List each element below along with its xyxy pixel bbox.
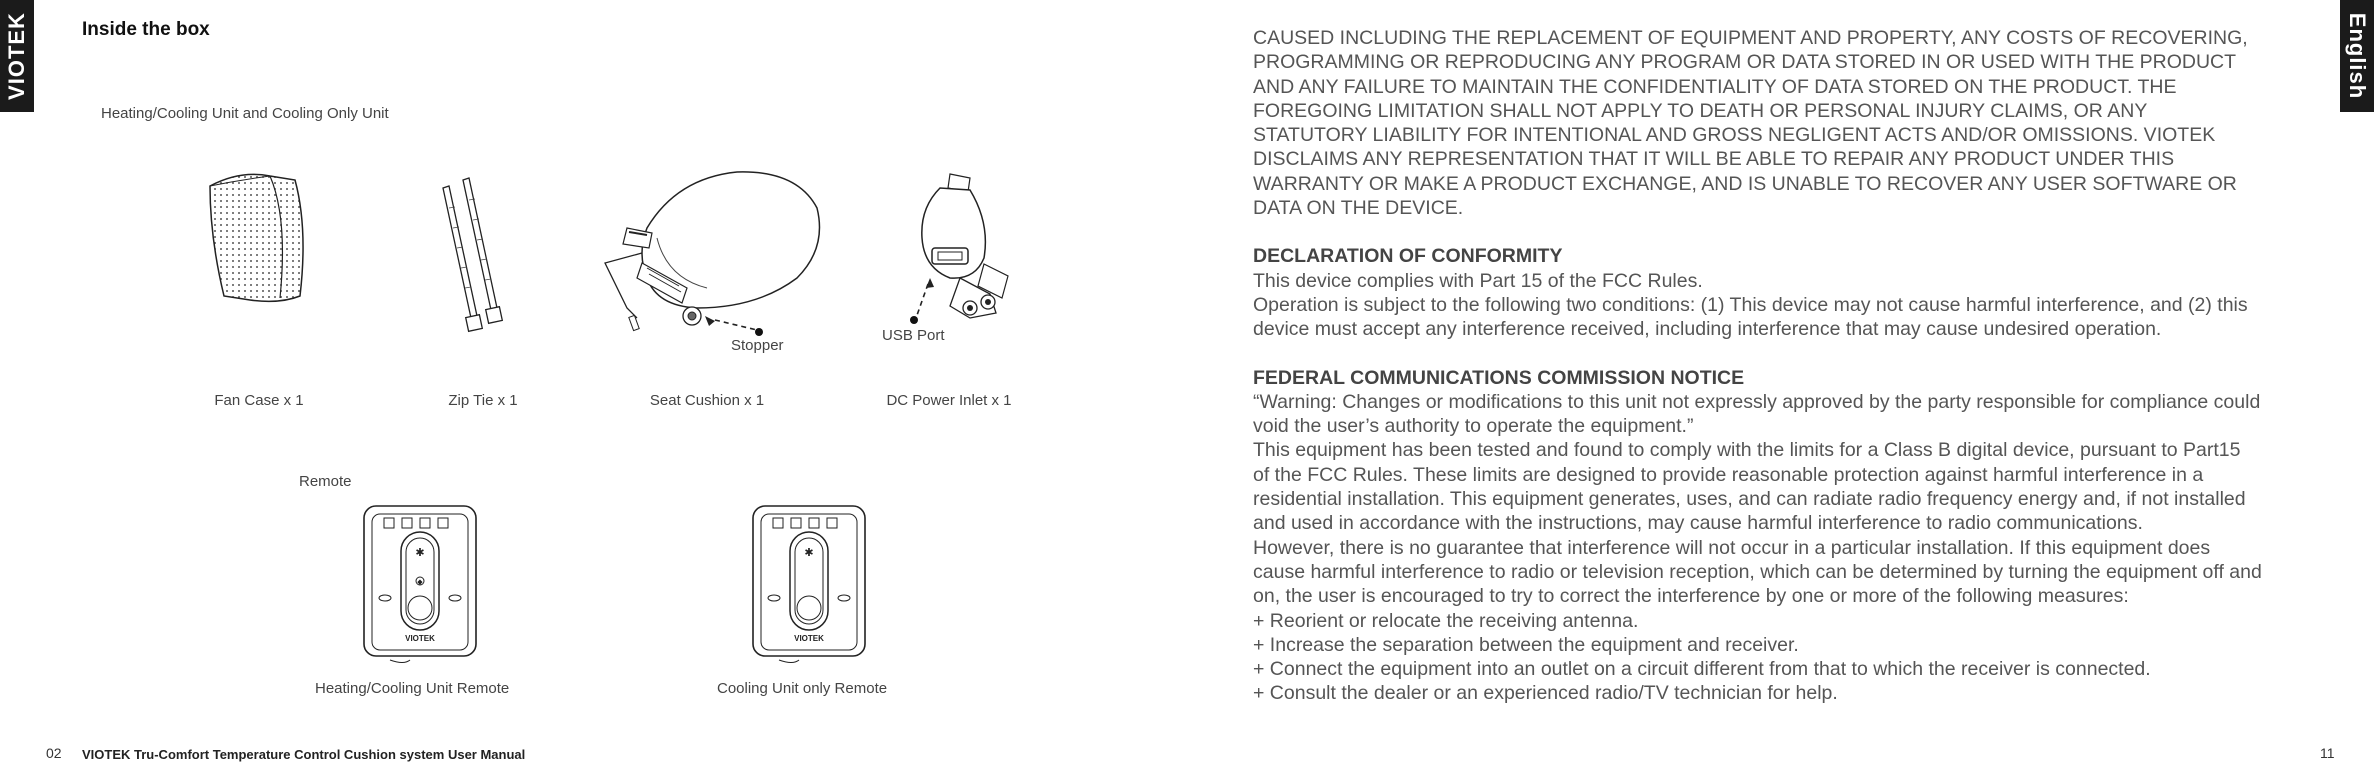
warranty-line: STATUTORY LIABILITY FOR INTENTIONAL AND GROSS NEGLIGENT ACTS AND/OR OMISSIONS. VIOTEK xyxy=(1253,124,2216,147)
zip-tie-label: Zip Tie x 1 xyxy=(448,392,518,409)
fcc-line: and used in accordance with the instructions, may cause harmful interference to radio communications. xyxy=(1253,512,2143,535)
remote-section-label: Remote xyxy=(299,473,352,490)
dc-power-inlet-label: DC Power Inlet x 1 xyxy=(886,392,1012,409)
stopper-callout: Stopper xyxy=(731,337,784,354)
language-side-tab-label: English xyxy=(2345,12,2370,100)
zip-tie-illustration xyxy=(435,178,535,338)
language-side-tab xyxy=(2340,0,2374,112)
left-page-number: 02 xyxy=(46,745,62,761)
fcc-line: “Warning: Changes or modifications to this unit not expressly approved by the party responsible for compliance could xyxy=(1253,390,2261,413)
fan-case-label: Fan Case x 1 xyxy=(214,392,304,409)
warranty-line: AND ANY FAILURE TO MAINTAIN THE CONFIDENTIALITY OF DATA STORED ON THE PRODUCT. THE xyxy=(1253,75,2177,98)
conformity-heading: DECLARATION OF CONFORMITY xyxy=(1253,245,1563,268)
fcc-line: + Connect the equipment into an outlet on a circuit different from that to which the receiver is connected. xyxy=(1253,658,2151,681)
fcc-line: + Increase the separation between the equipment and receiver. xyxy=(1253,633,1799,656)
warranty-line: FOREGOING LIMITATION SHALL NOT APPLY TO DEATH OR PERSONAL INJURY CLAIMS, OR ANY xyxy=(1253,99,2148,122)
fcc-line: residential installation. This equipment generates, uses, and can radiate radio frequency energy and, if not installed xyxy=(1253,488,2246,511)
remote-brand-mark: VIOTEK xyxy=(405,634,435,643)
unit-section-label: Heating/Cooling Unit and Cooling Only Unit xyxy=(101,105,389,122)
manual-footer: VIOTEK Tru-Comfort Temperature Control Cushion system User Manual xyxy=(82,747,526,762)
dc-power-inlet-illustration xyxy=(880,168,1020,338)
heating-cooling-remote-illustration xyxy=(360,502,480,665)
warranty-line: DISCLAIMS ANY REPRESENTATION THAT IT WILL BE ABLE TO REPAIR ANY PRODUCT UNDER THIS xyxy=(1253,148,2175,171)
page-title: Inside the box xyxy=(82,19,210,40)
heating-cooling-remote-label: Heating/Cooling Unit Remote xyxy=(315,680,510,697)
conformity-line: Operation is subject to the following two conditions: (1) This device may not cause harmful interference, and (2) this xyxy=(1253,293,2248,316)
seat-cushion-label: Seat Cushion x 1 xyxy=(649,392,765,409)
warranty-line: CAUSED INCLUDING THE REPLACEMENT OF EQUIPMENT AND PROPERTY, ANY COSTS OF RECOVERING, xyxy=(1253,27,2248,49)
conformity-line: device must accept any interference received, including interference that may cause undesired operation. xyxy=(1253,318,2162,341)
warranty-line: PROGRAMMING OR REPRODUCING ANY PROGRAM OR DATA STORED IN OR USED WITH THE PRODUCT xyxy=(1253,51,2237,74)
fcc-line: on, the user is encouraged to try to correct the interference by one or more of the following measures: xyxy=(1253,585,2129,608)
fcc-line: However, there is no guarantee that interference will not occur in a particular installation. If this equipment does xyxy=(1253,536,2211,559)
brand-side-tab xyxy=(0,0,34,112)
fan-case-illustration xyxy=(200,168,310,308)
fcc-line: This equipment has been tested and found to comply with the limits for a Class B digital device, pursuant to Part15 xyxy=(1253,439,2241,462)
cooling-only-remote-illustration xyxy=(749,502,869,665)
conformity-line: This device complies with Part 15 of the FCC Rules. xyxy=(1253,269,1703,292)
fcc-heading: FEDERAL COMMUNICATIONS COMMISSION NOTICE xyxy=(1253,366,1745,389)
brand-side-tab-label: VIOTEK xyxy=(4,12,29,100)
seat-cushion-illustration xyxy=(597,168,837,338)
right-page-body xyxy=(1253,26,2303,706)
remote-brand-mark: VIOTEK xyxy=(794,634,824,643)
fcc-line: of the FCC Rules. These limits are designed to provide reasonable protection against harmful interference in a xyxy=(1253,463,2204,486)
warranty-line: WARRANTY OR MAKE A PRODUCT EXCHANGE, AND IS UNABLE TO RECOVER ANY USER SOFTWARE OR xyxy=(1253,172,2237,195)
fcc-line: + Consult the dealer or an experienced radio/TV technician for help. xyxy=(1253,682,1838,705)
fcc-line: cause harmful interference to radio or television reception, which can be determined by turning the equipment off and xyxy=(1253,560,2262,583)
usb-port-callout: USB Port xyxy=(882,327,945,344)
right-page-number: 11 xyxy=(2320,745,2335,761)
svg-text:✱: ✱ xyxy=(804,547,814,559)
fcc-line: + Reorient or relocate the receiving antenna. xyxy=(1253,609,1639,632)
fcc-line: void the user’s authority to operate the equipment.” xyxy=(1253,415,1694,438)
svg-text:✱: ✱ xyxy=(415,547,425,559)
warranty-line: DATA ON THE DEVICE. xyxy=(1253,197,1464,220)
svg-text:◆: ◆ xyxy=(417,579,423,586)
cooling-only-remote-label: Cooling Unit only Remote xyxy=(717,680,888,697)
